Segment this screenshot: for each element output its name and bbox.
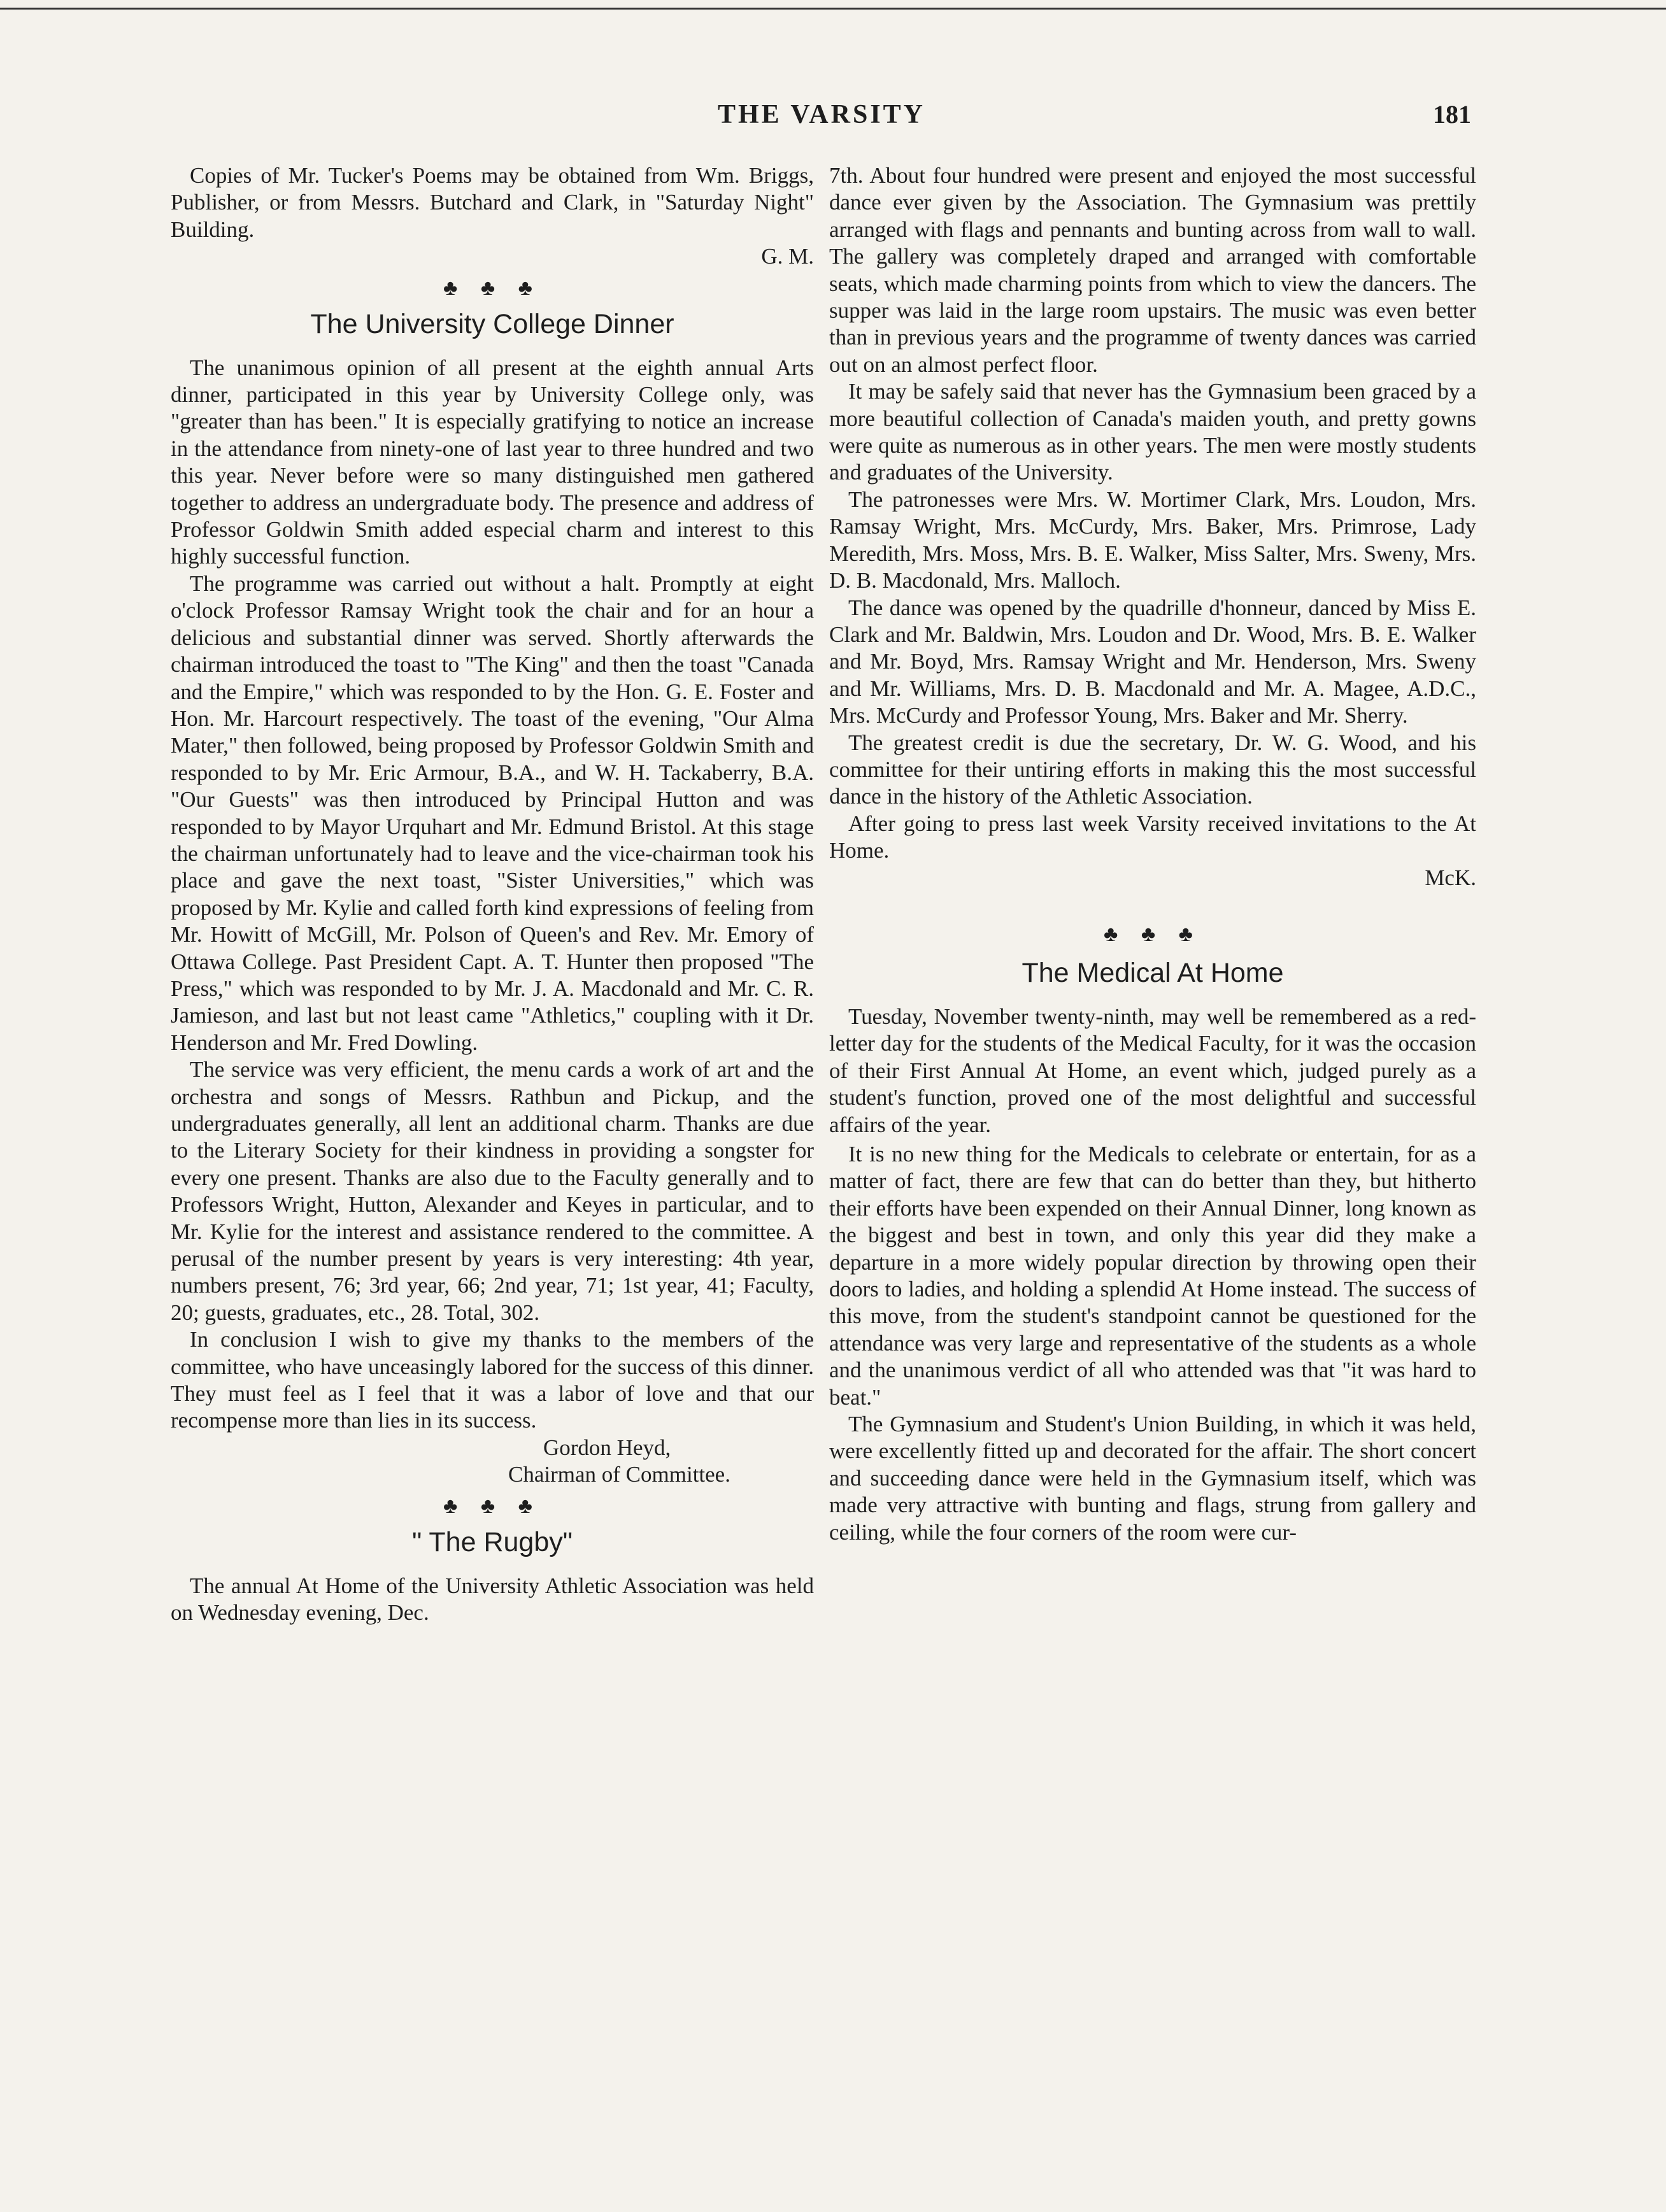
running-head: THE VARSITY — [717, 100, 926, 129]
right-column — [829, 162, 1476, 1546]
ornament-club-icon: ♣ ♣ ♣ — [443, 276, 541, 300]
rugby-paragraph-4: The dance was opened by the quadrille d'honneur, danced by Miss E. Clark and Mr. Baldwin, Mrs. Loudon and Dr. Wood, Mrs. B. E. Walker and Mr. Boyd, Mrs. Ramsay Wright and Mr. Henderson, Mrs. Sweny and Mr. Williams, Mrs. D. B. Macdonald and Mr. A. Magee, A.D.C., Mrs. McCurdy and Professor Young, Mrs. Baker and Mr. Sherry. — [829, 595, 1476, 728]
rugby-paragraph-1: The annual At Home of the University Athletic Association was held on Wednesday evening, Dec. — [171, 1573, 814, 1626]
dinner-paragraph-4: In conclusion I wish to give my thanks to the members of the committee, who have unceasingly labored for the success of this dinner. They must feel as I feel that it was a labor of love and that our recompense more than lies in its success. — [171, 1327, 814, 1433]
rugby-heading: " The Rugby" — [411, 1526, 573, 1557]
dinner-paragraph-3: The service was very efficient, the menu cards a work of art and the orchestra and songs of Messrs. Rathbun and Pickup, and the undergraduates generally, all lent an additional charm. Thanks are due to the Literary Society for their kindness in providing a songster for every one present. Thanks are also due to the Faculty generally and to Professors Wright, Hutton, Alexander and Keyes in particular, and to Mr. Kylie for the interest and assistance rendered to the committee. A perusal of the number present by years is very interesting: 4th year, numbers present, 76; 3rd year, 66; 2nd year, 71; 1st year, 41; Faculty, 20; guests, graduates, etc., 28. Total, 302. — [171, 1057, 814, 1325]
rugby-paragraph-1-continued: 7th. About four hundred were present and enjoyed the most successful dance ever given by the Association. The Gymnasium was prettily arranged with flags and pennants and bunting across from wall to wall. The gallery was completely draped and arranged with comfortable seats, which made charming points from which to view the dancers. The supper was laid in the large room upstairs. The music was even better than in previous years and the programme of twenty dances was carried out on an almost perfect floor. — [829, 163, 1476, 377]
signature-title: Chairman of Committee. — [508, 1462, 730, 1487]
rugby-paragraph-2: It may be safely said that never has the Gymnasium been graced by a more beautiful collection of Canada's maiden youth, and pretty gowns were quite as numerous as in other years. The men were mostly students and graduates of the University. — [829, 379, 1476, 485]
intro-paragraph: Copies of Mr. Tucker's Poems may be obtained from Wm. Briggs, Publisher, or from Messrs. Butchard and Clark, in "Saturday Night" Building. — [171, 163, 814, 242]
rugby-paragraph-3: The patronesses were Mrs. W. Mortimer Clark, Mrs. Loudon, Mrs. Ramsay Wright, Mrs. McCurdy, Mrs. Baker, Mrs. Primrose, Lady Meredith, Mrs. Moss, Mrs. B. E. Walker, Miss Salter, Mrs. Sweny, Mrs. D. B. Macdonald, Mrs. Malloch. — [829, 486, 1476, 593]
rugby-signature: McK. — [1425, 865, 1476, 890]
medical-paragraph-2: It is no new thing for the Medicals to celebrate or entertain, for as a matter of fact, there are few that can do better than they, but hitherto their efforts have been expended on their Annual Dinner, long known as the biggest and best in town, and only this year did they make a departure in a more widely popular direction by throwing open their doors to ladies, and holding a splendid At Home instead. The success of this move, from the student's standpoint cannot be questioned for the attendance was very large and representative of the students as a whole and the unanimous verdict of all who attended was that "it was hard to beat." — [829, 1142, 1476, 1410]
left-column — [171, 162, 814, 1627]
ornament-club-icon: ♣ ♣ ♣ — [1104, 922, 1202, 946]
dinner-paragraph-2: The programme was carried out without a halt. Promptly at eight o'clock Professor Ramsay Wright took the chair and for an hour a delicious and substantial dinner was served. Shortly afterwards the chairman introduced the toast to "The King" and then the toast "Canada and the Empire," which was responded to by the Hon. G. E. Foster and Hon. Mr. Harcourt respectively. The toast of the evening, "Our Alma Mater," then followed, being proposed by Professor Goldwin Smith and responded to by Mr. Eric Armour, B.A., and W. H. Tackaberry, B.A. "Our Guests" was then introduced by Principal Hutton and was responded to by Mayor Urquhart and Mr. Edmund Bristol. At this stage the chairman unfortunately had to leave and the vice-chairman took his place and gave the next toast, "Sister Universities," which was proposed by Mr. Kylie and called forth kind expressions of feeling from Mr. Howitt of McGill, Mr. Polson of Queen's and Rev. Mr. Emory of Ottawa College. Past President Capt. A. T. Hunter then proposed "The Press," which was responded to by Mr. J. A. Macdonald and Mr. C. R. Jamieson, and last but not least came "Athletics," coupling with it Dr. Henderson and Mr. Fred Dowling. — [171, 571, 814, 1055]
medical-paragraph-3: The Gymnasium and Student's Union Building, in which it was held, were excellently fitted up and decorated for the affair. The short concert and succeeding dance were held in the Gymnasium itself, which was made very attractive with bunting and flags, strung from gallery and ceiling, while the four corners of the room were cur- — [829, 1412, 1476, 1545]
rugby-paragraph-5: The greatest credit is due the secretary, Dr. W. G. Wood, and his committee for their untiring efforts in making this the most successful dance in the history of the Athletic Association. — [829, 730, 1476, 809]
medical-heading: The Medical At Home — [1022, 957, 1284, 988]
dinner-paragraph-1: The unanimous opinion of all present at the eighth annual Arts dinner, participated in this year by University College only, was "greater than has been." It is especially gratifying to notice an increase in the attendance from ninety-one of last year to three hundred and two this year. Never before were so many distinguished men gathered together to address an undergraduate body. The presence and address of Professor Goldwin Smith added especial charm and interest to this highly successful function. — [171, 355, 814, 569]
intro-signature: G. M. — [761, 244, 814, 269]
top-rule — [0, 8, 1666, 10]
page-number: 181 — [1433, 100, 1471, 129]
signature-name: Gordon Heyd, — [543, 1435, 671, 1460]
ornament-club-icon: ♣ ♣ ♣ — [443, 1494, 541, 1518]
section-gap — [829, 891, 1476, 917]
dinner-heading: The University College Dinner — [310, 308, 674, 339]
medical-paragraph-1: Tuesday, November twenty-ninth, may well be remembered as a red-letter day for the students of the Medical Faculty, for it was the occasion of their First Annual At Home, an event which, judged purely as a student's function, proved one of the most delightful and successful affairs of the year. — [829, 1003, 1476, 1137]
page-header — [172, 96, 1471, 146]
rugby-paragraph-6: After going to press last week Varsity received invitations to the At Home. — [829, 811, 1476, 863]
